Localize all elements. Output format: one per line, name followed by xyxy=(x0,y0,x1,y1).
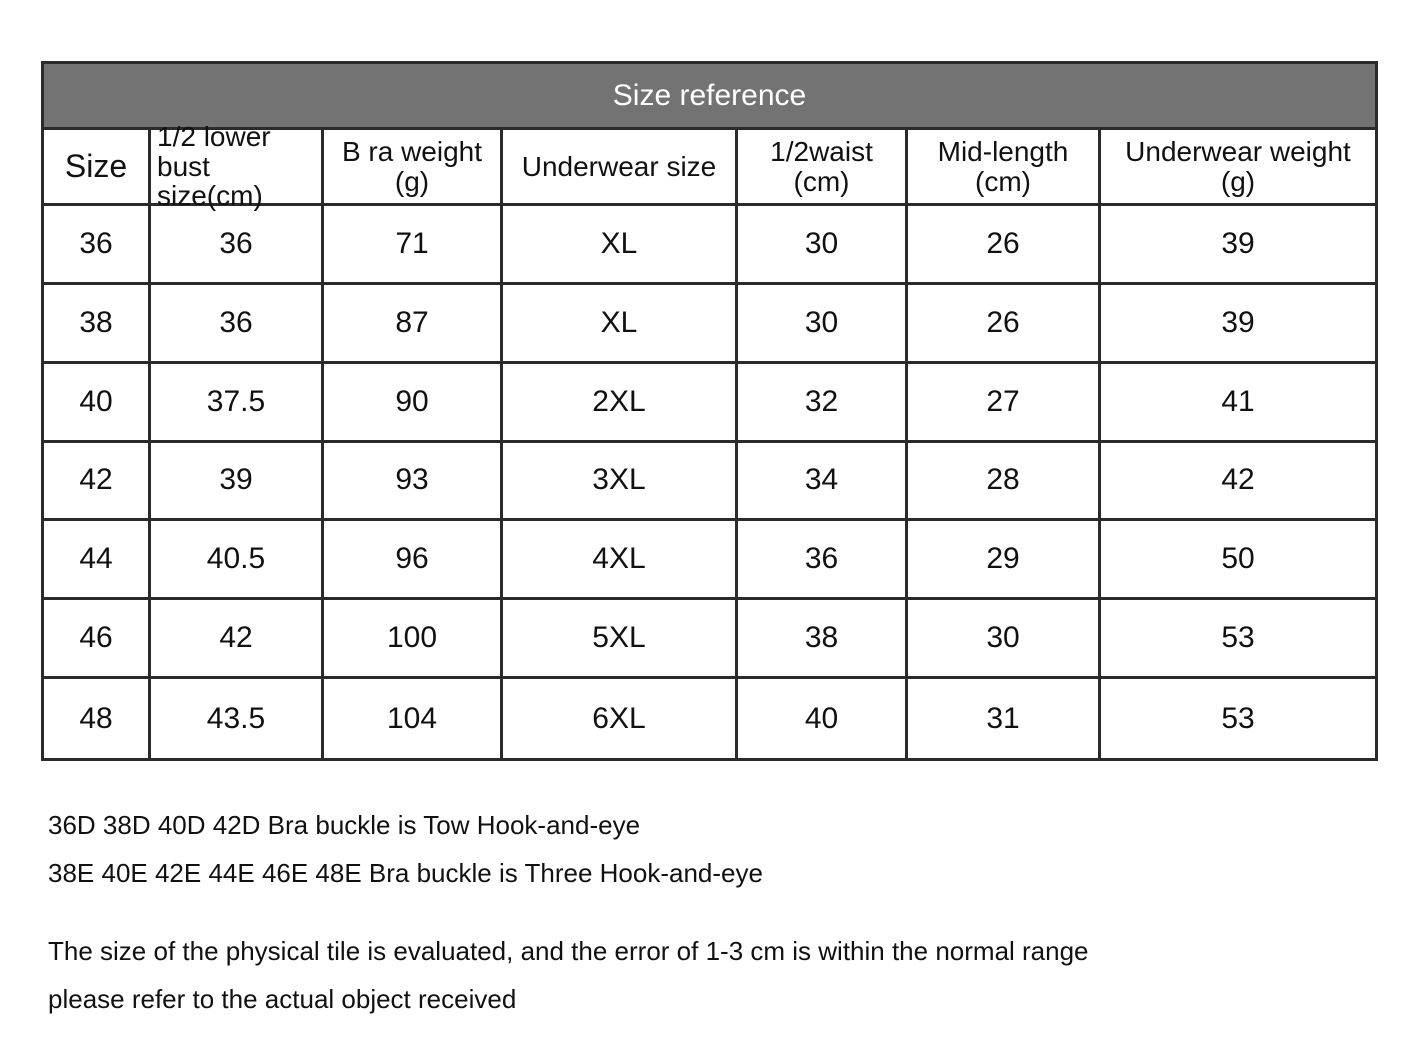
table-cell: 53 xyxy=(1101,600,1375,679)
table-cell: 39 xyxy=(151,443,324,522)
table-cell: 36 xyxy=(151,285,324,364)
table-cell: 44 xyxy=(44,521,151,600)
table-cell: 39 xyxy=(1101,285,1375,364)
header-lower-bust xyxy=(151,121,324,212)
table-cell: 39 xyxy=(1101,206,1375,285)
table-cell: 42 xyxy=(151,600,324,679)
header-line: (cm) xyxy=(793,165,850,197)
header-line: (g) xyxy=(394,165,430,197)
table-cell: 40 xyxy=(44,364,151,443)
table-cell: 26 xyxy=(908,206,1101,285)
table-cell: 48 xyxy=(44,679,151,758)
header-line: Underwear size xyxy=(521,150,717,182)
table-cell: 28 xyxy=(908,443,1101,522)
header-line: B ra weight xyxy=(341,136,483,168)
table-cell: 3XL xyxy=(503,443,738,522)
table-cell: 53 xyxy=(1221,701,1255,735)
table-cell: 29 xyxy=(908,521,1101,600)
header-line: bust size(cm) xyxy=(157,150,263,212)
header-underwear-size xyxy=(503,130,738,206)
header-line: Underwear weight xyxy=(1125,136,1351,168)
table-cell: 90 xyxy=(324,364,503,443)
table-cell: 40 xyxy=(738,679,908,758)
table-cell: 30 xyxy=(738,206,908,285)
note-spacer xyxy=(48,904,1089,934)
table-cell: 87 xyxy=(324,285,503,364)
note-line-2: 38E 40E 42E 44E 46E 48E Bra buckle is Three Hook-and-eye xyxy=(48,858,763,888)
note-line-3: The size of the physical tile is evaluated, and the error of 1-3 cm is within the normal range xyxy=(48,936,1089,966)
table-cell: 96 xyxy=(324,521,503,600)
note-line-4: please refer to the actual object received xyxy=(48,984,517,1014)
table-cell: 32 xyxy=(738,364,908,443)
table-cell: XL xyxy=(503,206,738,285)
header-line: (cm) xyxy=(975,165,1031,197)
size-table xyxy=(44,121,1375,758)
header-bra-weight xyxy=(324,130,503,206)
table-cell: 36 xyxy=(738,521,908,600)
table-cell: 37.5 xyxy=(151,364,324,443)
table-cell: 5XL xyxy=(503,600,738,679)
header-size xyxy=(44,130,151,206)
table-cell: 46 xyxy=(44,600,151,679)
table-title: Size reference xyxy=(44,64,1375,130)
table-cell: 42 xyxy=(44,443,151,522)
table-cell: 104 xyxy=(324,679,503,758)
header-mid-length xyxy=(908,130,1101,206)
table-cell: 36 xyxy=(151,206,324,285)
table-cell: 43.5 xyxy=(151,679,324,758)
note-line-1: 36D 38D 40D 42D Bra buckle is Tow Hook-and-eye xyxy=(48,810,641,840)
table-cell: 36 xyxy=(44,206,151,285)
header-line: 1/2 lower xyxy=(157,121,271,153)
header-line: Size xyxy=(64,147,128,184)
table-cell: 50 xyxy=(1101,521,1375,600)
table-cell: XL xyxy=(503,285,738,364)
header-line: (g) xyxy=(1220,165,1256,197)
header-line: Mid-length xyxy=(937,136,1069,168)
table-cell: 42 xyxy=(1101,443,1375,522)
table-cell: 100 xyxy=(324,600,503,679)
size-chart xyxy=(41,61,1378,761)
header-line: 1/2waist xyxy=(770,136,873,168)
notes xyxy=(48,808,1089,1030)
table-cell: 38 xyxy=(44,285,151,364)
header-half-waist xyxy=(738,130,908,206)
table-cell: 34 xyxy=(738,443,908,522)
table-cell: 26 xyxy=(908,285,1101,364)
header-underwear-weight xyxy=(1101,130,1375,206)
table-cell: 40.5 xyxy=(151,521,324,600)
table-cell: 71 xyxy=(324,206,503,285)
table-cell: 2XL xyxy=(503,364,738,443)
table-cell: 27 xyxy=(908,364,1101,443)
table-cell: 6XL xyxy=(503,679,738,758)
table-cell: 4XL xyxy=(503,521,738,600)
table-cell: 30 xyxy=(908,600,1101,679)
table-cell: 41 xyxy=(1101,364,1375,443)
table-cell: 93 xyxy=(324,443,503,522)
table-cell: 30 xyxy=(738,285,908,364)
table-cell: 31 xyxy=(908,679,1101,758)
table-cell: 38 xyxy=(738,600,908,679)
